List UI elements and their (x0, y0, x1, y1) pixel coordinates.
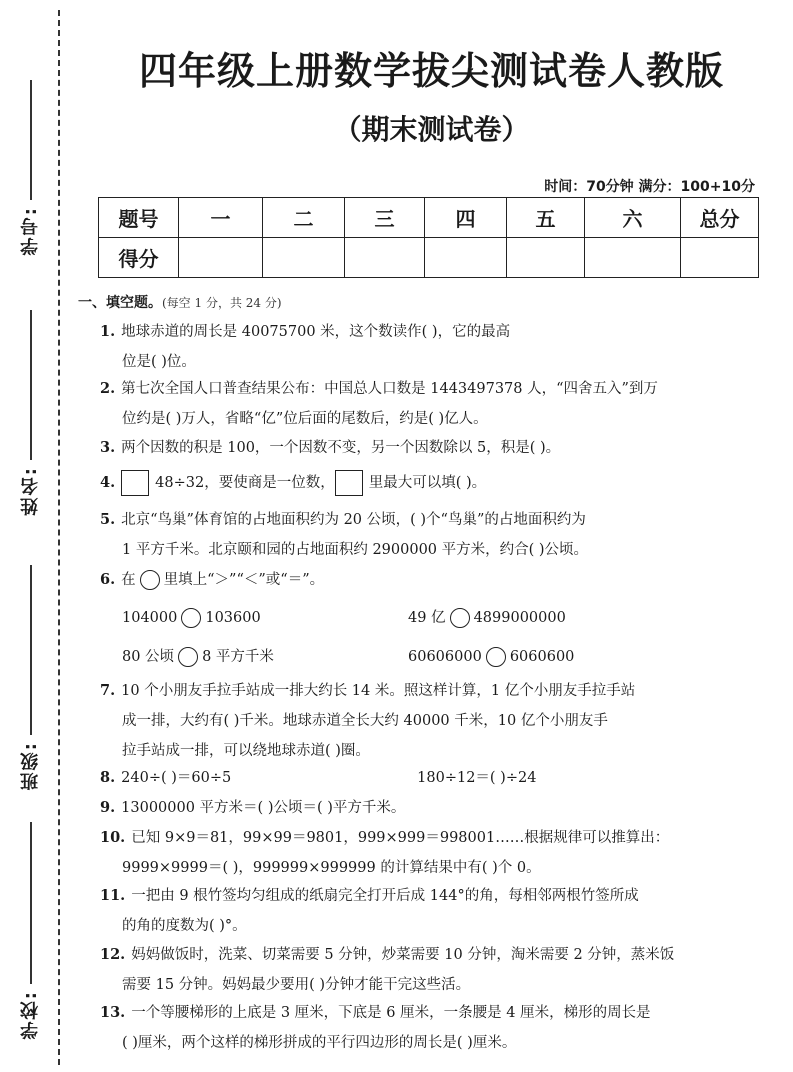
compare-circle-blank[interactable] (178, 647, 198, 667)
compare-right: 8 平方千米 (202, 649, 274, 665)
question-number: 1. (100, 323, 116, 340)
question-text: 拉手站成一排，可以绕地球赤道( )圈。 (122, 743, 370, 759)
question-text: 已知 9×9＝81，99×99＝9801，999×999＝998001……根据规律可以推算出： (131, 830, 670, 846)
score-cell[interactable] (179, 238, 263, 278)
blank-box[interactable] (335, 470, 363, 496)
score-header-cell: 三 (345, 198, 425, 238)
student-id-field (14, 80, 48, 255)
question-1 (100, 317, 760, 377)
question-text: 一个等腰梯形的上底是 3 厘米，下底是 6 厘米，一条腰是 4 厘米，梯形的周长是 (131, 1005, 651, 1021)
question-13 (100, 998, 760, 1058)
question-text: 240÷( )＝60÷5 (121, 770, 232, 786)
score-cell[interactable] (425, 238, 507, 278)
score-cell[interactable] (345, 238, 425, 278)
question-6 (100, 565, 760, 595)
student-id-write-line (30, 80, 32, 200)
score-cell[interactable] (263, 238, 345, 278)
name-label: 姓名: (20, 466, 41, 516)
question-text: 地球赤道的周长是 40075700 米，这个数读作( )，它的最高 (121, 324, 511, 340)
question-text: 48÷32，要使商是一位数， (155, 475, 335, 491)
question-text: 位约是( )万人，省略“亿”位后面的尾数后，约是( )亿人。 (122, 411, 488, 427)
blank-box[interactable] (121, 470, 149, 496)
class-write-line (30, 565, 32, 735)
question-10 (100, 823, 760, 883)
question-text: 两个因数的积是 100，一个因数不变，另一个因数除以 5，积是( )。 (121, 440, 561, 456)
score-header-cell: 四 (425, 198, 507, 238)
compare-left: 104000 (122, 610, 178, 626)
question-9 (100, 793, 760, 823)
compare-left: 60606000 (408, 649, 482, 665)
question-text: 里填上“＞”“＜”或“＝”。 (163, 572, 325, 588)
question-number: 13. (100, 1004, 126, 1021)
question-4 (100, 468, 760, 498)
question-12 (100, 940, 760, 1000)
question-3 (100, 433, 760, 463)
school-field (14, 822, 48, 1039)
question-5 (100, 505, 760, 565)
score-header-cell: 题号 (99, 198, 179, 238)
compare-circle-blank[interactable] (486, 647, 506, 667)
section-1-note: (每空 1 分，共 24 分) (162, 296, 282, 310)
score-header-cell: 六 (585, 198, 681, 238)
question-text: 位是( )位。 (122, 354, 196, 370)
question-number: 11. (100, 887, 126, 904)
question-text: 里最大可以填( )。 (368, 475, 487, 491)
question-7 (100, 676, 760, 766)
question-text: 的角的度数为( )°。 (122, 918, 247, 934)
compare-right: 103600 (205, 610, 261, 626)
student-id-label: 学号: (20, 206, 41, 256)
compare-left: 49 亿 (408, 610, 446, 626)
score-table (98, 197, 759, 278)
compare-circle-blank[interactable] (450, 608, 470, 628)
question-number: 3. (100, 439, 116, 456)
compare-circle-blank[interactable] (181, 608, 201, 628)
compare-left: 80 公顷 (122, 649, 175, 665)
question-11 (100, 881, 760, 941)
binding-margin-dashed-line (58, 10, 60, 1065)
section-1-heading (78, 292, 282, 312)
question-text: 北京“鸟巢”体育馆的占地面积约为 20 公顷，( )个“鸟巢”的占地面积约为 (121, 512, 586, 528)
comparison-item (408, 603, 566, 633)
comparison-item (122, 603, 261, 633)
score-table-header-row (99, 198, 759, 238)
question-number: 2. (100, 380, 116, 397)
score-header-cell: 二 (263, 198, 345, 238)
section-1-title: 一、填空题。 (78, 295, 162, 311)
score-row-label: 得分 (99, 238, 179, 278)
compare-circle-icon (140, 570, 160, 590)
exam-time-and-score: 时间：70分钟 满分：100+10分 (544, 179, 755, 195)
score-table-score-row (99, 238, 759, 278)
question-number: 10. (100, 829, 126, 846)
page-title: 四年级上册数学拔尖测试卷人教版 (138, 49, 724, 93)
comparison-item (122, 642, 274, 672)
name-write-line (30, 310, 32, 460)
score-cell[interactable] (681, 238, 759, 278)
question-2 (100, 374, 760, 434)
class-label: 班级: (20, 741, 41, 791)
score-header-cell: 总分 (681, 198, 759, 238)
question-8 (100, 763, 760, 793)
class-field (14, 565, 48, 790)
question-text: 180÷12＝( )÷24 (417, 770, 537, 786)
question-number: 8. (100, 769, 116, 786)
question-number: 7. (100, 682, 116, 699)
score-header-cell: 一 (179, 198, 263, 238)
question-number: 12. (100, 946, 126, 963)
question-text: 10 个小朋友手拉手站成一排大约长 14 米。照这样计算，1 亿个小朋友手拉手站 (121, 683, 636, 699)
score-cell[interactable] (507, 238, 585, 278)
question-text: 1 平方千米。北京颐和园的占地面积约 2900000 平方米，约合( )公顷。 (122, 542, 589, 558)
question-text: 在 (121, 572, 136, 588)
question-text: 需要 15 分钟。妈妈最少要用( )分钟才能干完这些活。 (122, 977, 471, 993)
question-text: ( )厘米，两个这样的梯形拼成的平行四边形的周长是( )厘米。 (122, 1035, 517, 1051)
question-text: 13000000 平方米＝( )公顷＝( )平方千米。 (121, 800, 406, 816)
question-text: 一把由 9 根竹签均匀组成的纸扇完全打开后成 144°的角，每相邻两根竹签所成 (131, 888, 639, 904)
question-number: 9. (100, 799, 116, 816)
question-text: 成一排，大约有( )千米。地球赤道全长大约 40000 千米，10 亿个小朋友手 (122, 713, 608, 729)
compare-right: 4899000000 (473, 610, 566, 626)
question-text: 9999×9999＝( )，999999×999999 的计算结果中有( )个 0。 (122, 860, 541, 876)
question-text: 第七次全国人口普查结果公布：中国总人口数是 1443497378 人，“四舍五入”到万 (121, 381, 658, 397)
score-cell[interactable] (585, 238, 681, 278)
page-subtitle: （期末测试卷） (333, 113, 530, 146)
school-label: 学校: (20, 990, 41, 1040)
question-number: 6. (100, 571, 116, 588)
school-write-line (30, 822, 32, 984)
score-header-cell: 五 (507, 198, 585, 238)
compare-right: 6060600 (509, 649, 575, 665)
question-text: 妈妈做饭时，洗菜、切菜需要 5 分钟，炒菜需要 10 分钟，淘米需要 2 分钟，蒸米饭 (131, 947, 675, 963)
name-field (14, 310, 48, 515)
question-number: 4. (100, 474, 116, 491)
question-number: 5. (100, 511, 116, 528)
comparison-item (408, 642, 574, 672)
